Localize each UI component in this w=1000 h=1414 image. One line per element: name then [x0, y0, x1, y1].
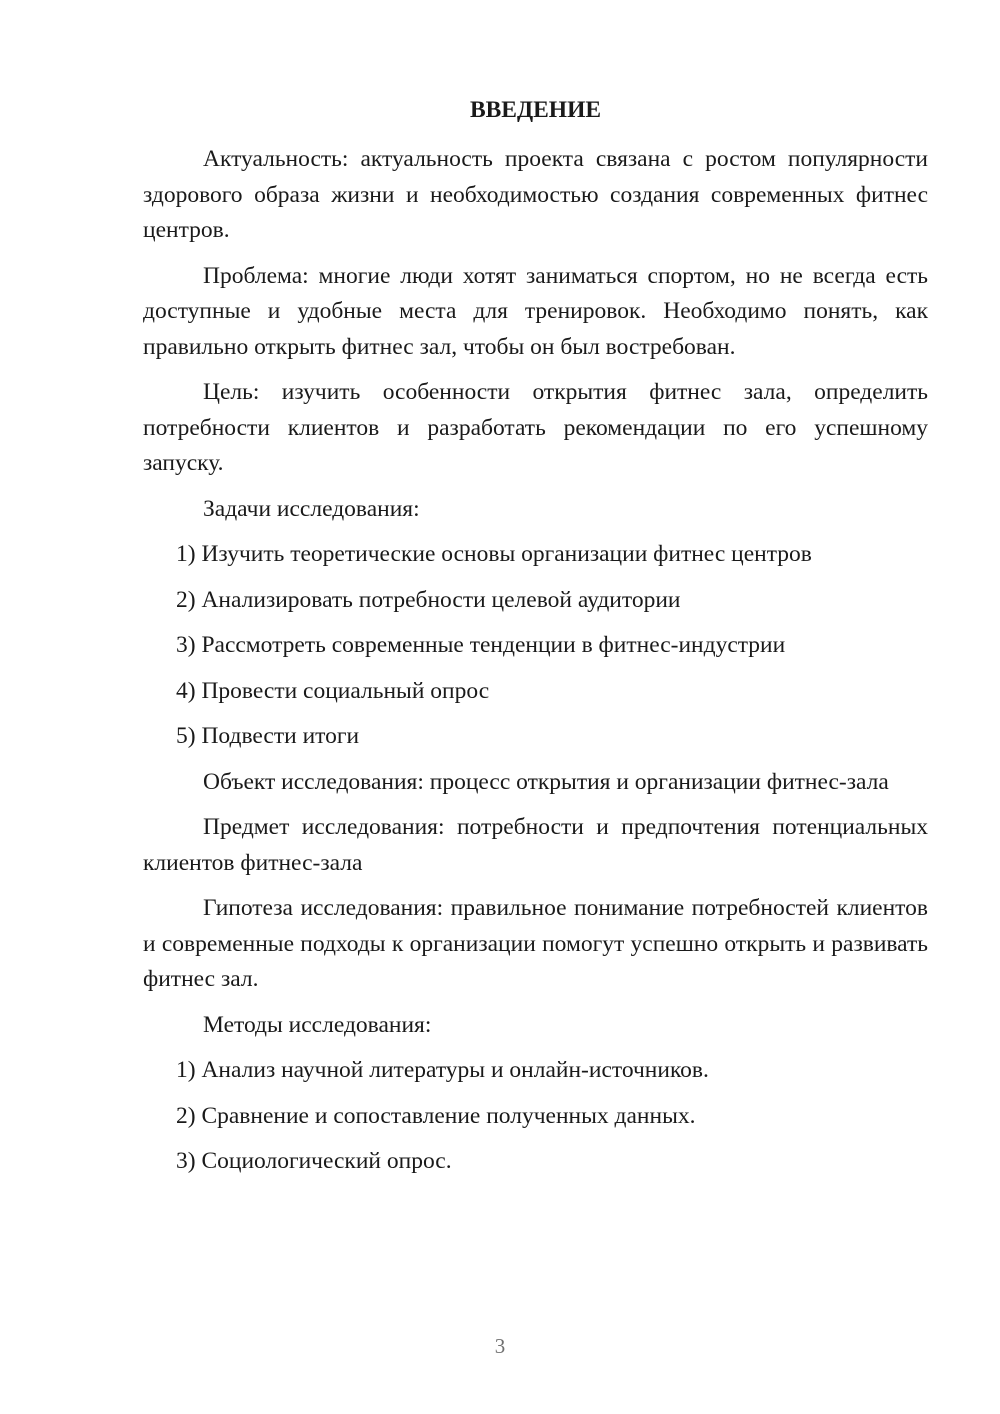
list-item: 3) Рассмотреть современные тенденции в фитнес-индустрии [176, 632, 786, 658]
list-item: 4) Провести социальный опрос [176, 677, 490, 704]
problem-paragraph: Проблема: многие люди хотят заниматься спортом, но не всегда есть доступные и удобные места для тренировок. Необходимо понять, как правильно открыть фитнес зал, чтобы он был востребован. [143, 262, 928, 360]
page-content [143, 96, 928, 1180]
methods-list [143, 1053, 928, 1180]
section-title: ВВЕДЕНИЕ [469, 97, 602, 123]
list-item: 5) Подвести итоги [176, 723, 360, 749]
hypothesis-paragraph: Гипотеза исследования: правильное понимание потребностей клиентов и современные подходы к организации помогут успешно открыть и развивать фитнес зал. [143, 895, 928, 992]
tasks-list [143, 537, 928, 755]
object-paragraph: Объект исследования: процесс открытия и организации фитнес-зала [203, 768, 889, 795]
page-number: 3 [494, 1334, 506, 1358]
tasks-heading: Задачи исследования: [203, 495, 420, 522]
goal-paragraph: Цель: изучить особенности открытия фитнес зала, определить потребности клиентов и разработать рекомендации по его успешному запуску. [143, 379, 928, 476]
subject-paragraph: Предмет исследования: потребности и предпочтения потенциальных клиентов фитнес-зала [143, 814, 928, 876]
list-item: 1) Изучить теоретические основы организации фитнес центров [176, 541, 812, 567]
methods-heading: Методы исследования: [203, 1011, 432, 1038]
list-item: 3) Социологический опрос. [176, 1148, 452, 1174]
list-item: 2) Сравнение и сопоставление полученных данных. [176, 1102, 696, 1129]
relevance-paragraph: Актуальность: актуальность проекта связана с ростом популярности здорового образа жизни и необходимостью создания современных фитнес центров. [143, 146, 928, 243]
list-item: 1) Анализ научной литературы и онлайн-источников. [176, 1057, 709, 1083]
list-item: 2) Анализировать потребности целевой аудитории [176, 586, 681, 613]
